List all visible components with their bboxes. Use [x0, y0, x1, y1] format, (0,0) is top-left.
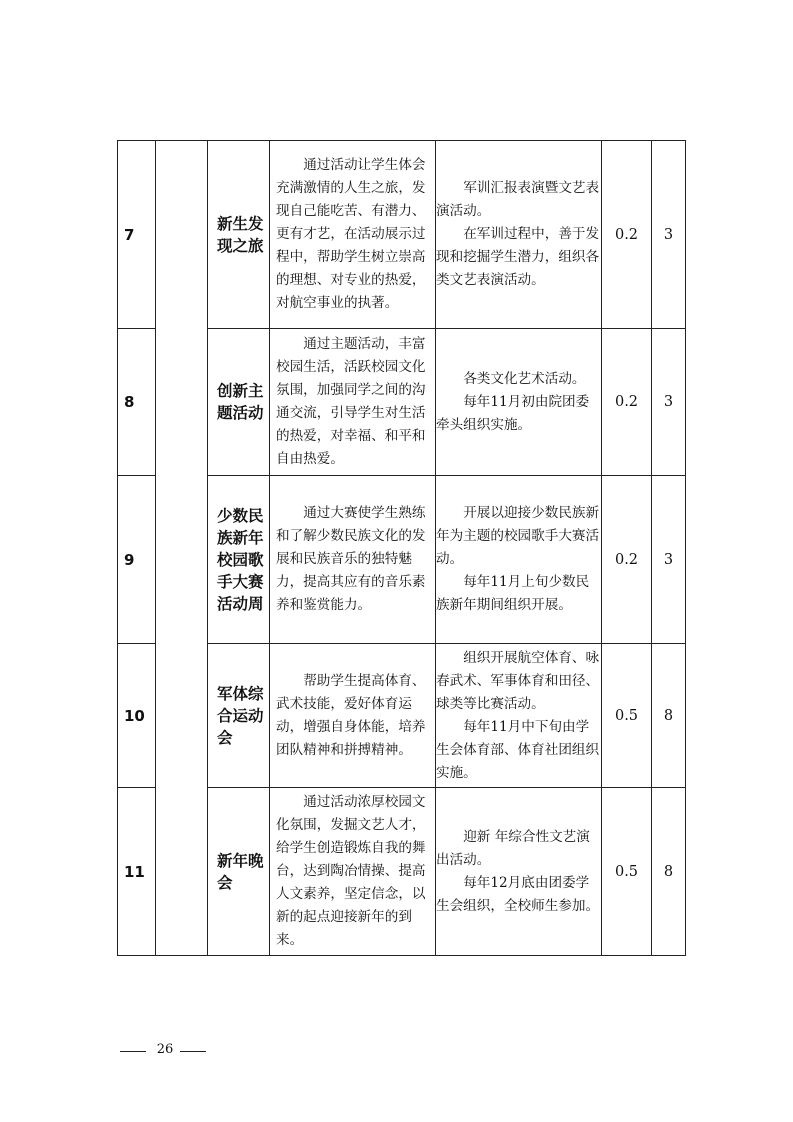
- activity-content: 组织开展航空体育、咏春武术、军事体育和田径、球类等比赛活动。 每年11月中下旬由学生会体育部、体育社团组织实施。: [436, 644, 602, 788]
- activity-name: 新生发现之旅: [208, 141, 270, 329]
- activity-purpose: 通过活动浓厚校园文化氛围，发掘文艺人才，给学生创造锻炼自我的舞台，达到陶冶情操、提高人文素养，坚定信念，以新的起点迎接新年的到来。: [270, 788, 436, 956]
- activity-content: 迎新 年综合性文艺演出活动。 每年12月底由团委学生会组织，全校师生参加。: [436, 788, 602, 956]
- table-row: [118, 141, 686, 329]
- activity-name: 创新主题活动: [208, 329, 270, 476]
- score-value: 0.2: [602, 141, 652, 329]
- page-number: 26: [156, 1042, 174, 1057]
- activity-name: 军体综合运动会: [208, 644, 270, 788]
- hours-value: 3: [652, 141, 686, 329]
- row-number: 9: [118, 476, 156, 644]
- category-cell: [156, 141, 208, 956]
- row-number: 11: [118, 788, 156, 956]
- hours-value: 8: [652, 788, 686, 956]
- activity-name: 新年晚会: [208, 788, 270, 956]
- activity-purpose: 通过活动让学生体会充满激情的人生之旅，发现自己能吃苦、有潜力、更有才艺，在活动展示过程中，帮助学生树立崇高的理想、对专业的热爱，对航空事业的执著。: [270, 141, 436, 329]
- footer-dash-left: [120, 1051, 146, 1052]
- score-value: 0.5: [602, 644, 652, 788]
- activity-purpose: 通过主题活动，丰富校园生活，活跃校园文化氛围，加强同学之间的沟通交流，引导学生对生活的热爱，对幸福、和平和自由热爱。: [270, 329, 436, 476]
- hours-value: 8: [652, 644, 686, 788]
- activity-name: 少数民族新年校园歌手大赛活动周: [208, 476, 270, 644]
- score-value: 0.2: [602, 476, 652, 644]
- footer-dash-right: [180, 1051, 206, 1052]
- score-value: 0.5: [602, 788, 652, 956]
- row-number: 8: [118, 329, 156, 476]
- score-value: 0.2: [602, 329, 652, 476]
- row-number: 10: [118, 644, 156, 788]
- hours-value: 3: [652, 329, 686, 476]
- activity-purpose: 通过大赛使学生熟练和了解少数民族文化的发展和民族音乐的独特魅力，提高其应有的音乐素养和鉴赏能力。: [270, 476, 436, 644]
- activity-content: 各类文化艺术活动。 每年11月初由院团委牵头组织实施。: [436, 329, 602, 476]
- hours-value: 3: [652, 476, 686, 644]
- page-footer: [120, 1042, 210, 1060]
- activity-purpose: 帮助学生提高体育、武术技能，爱好体育运动，增强自身体能，培养团队精神和拼搏精神。: [270, 644, 436, 788]
- activity-content: 军训汇报表演暨文艺表演活动。 在军训过程中，善于发现和挖掘学生潜力，组织各类文艺表演活动。: [436, 141, 602, 329]
- activity-table: [117, 140, 686, 956]
- activity-content: 开展以迎接少数民族新年为主题的校园歌手大赛活动。 每年11月上旬少数民族新年期间组织开展。: [436, 476, 602, 644]
- row-number: 7: [118, 141, 156, 329]
